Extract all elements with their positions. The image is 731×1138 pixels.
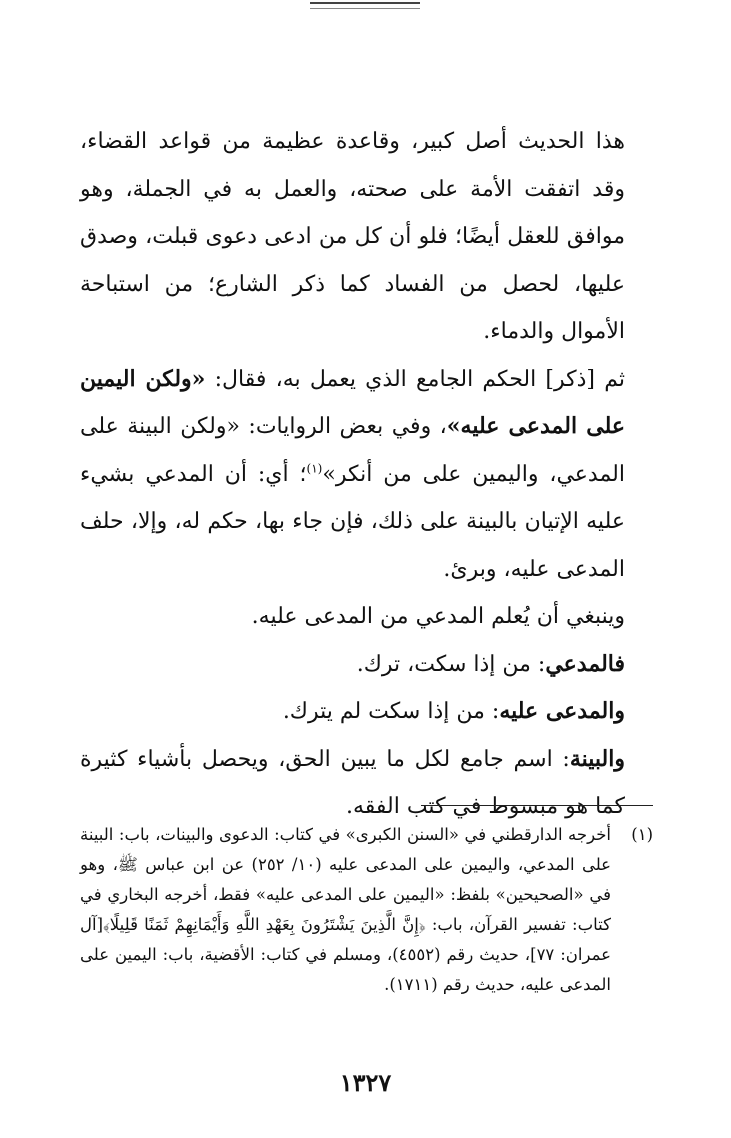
definition-defendant [80,688,653,736]
paragraph-text: ثم [ذكر] الحكم الجامع الذي يعمل به، فقال: [205,366,625,392]
footnote-item [80,820,653,1000]
main-text [80,118,653,831]
paragraph-text: هذا الحديث أصل كبير، وقاعدة عظيمة من قواعد القضاء، وقد اتفقت الأمة على صحته، والعمل به في الجملة، وهو موافق للعقل أيضًا؛ فلو أن كل من ادعى دعوى قبلت، وصدق عليها، لحصل من الفساد كما ذكر الشارع؛ من استباحة الأموال والدماء. [80,129,625,344]
paragraph-1 [80,118,653,356]
footnote-text: أخرجه الدارقطني في «السنن الكبرى» في كتاب: الدعوى والبينات، باب: البينة على المدعي، واليمين على المدعى عليه (١٠/ ٢٥٢) عن ابن عباس ﷺ، وهو في «الصحيحين» بلفظ: «اليمين على المدعى عليه» فقط، أخرجه البخاري في كتاب: تفسير القرآن، باب: ﴿إِنَّ الَّذِينَ يَشْتَرُونَ بِعَهْدِ اللَّهِ وَأَيْمَانِهِمْ ثَمَنًا قَلِيلًا﴾[آل عمران: ٧٧]، حديث رقم (٤٥٥٢)، ومسلم في كتاب: الأقضية، باب: اليمين على المدعى عليه، حديث رقم (١٧١١). [80,825,612,994]
page-number: ١٣٢٧ [339,1068,392,1097]
definition-evidence [80,736,653,831]
term-definition: : من إذا سكت لم يترك. [282,699,500,724]
paragraph-text: ، وفي بعض الروايات: «ولكن البينة على المدعي، واليمين على من أنكر» [80,414,625,487]
definition-plaintiff [80,641,653,689]
term-label: والبينة [569,745,625,772]
paragraph-3 [80,593,653,641]
footnotes [80,820,653,1000]
paragraph-text: وينبغي أن يُعلم المدعي من المدعى عليه. [251,604,625,629]
footnote-number: (١) [631,825,653,844]
term-definition: : اسم جامع لكل ما يبين الحق، ويحصل بأشياء كثيرة كما هو مبسوط في كتب الفقه. [80,746,625,819]
paragraph-text: ؛ أي: أن المدعي بشيء عليه الإتيان بالبينة على ذلك، فإن جاء بها، حكم له، وإلا، حلف المدعى عليه، وبرئ. [80,461,625,582]
footnote-marker: (١) [306,461,323,476]
term-definition: : من إذا سكت، ترك. [356,651,546,677]
hadith-quote: «ولكن اليمين على المدعى عليه» [80,365,625,439]
term-label: والمدعى عليه [499,698,625,724]
header-rule [310,2,420,9]
term-label: فالمدعي [545,650,625,677]
paragraph-2 [80,356,653,594]
footnote-separator [421,805,653,806]
